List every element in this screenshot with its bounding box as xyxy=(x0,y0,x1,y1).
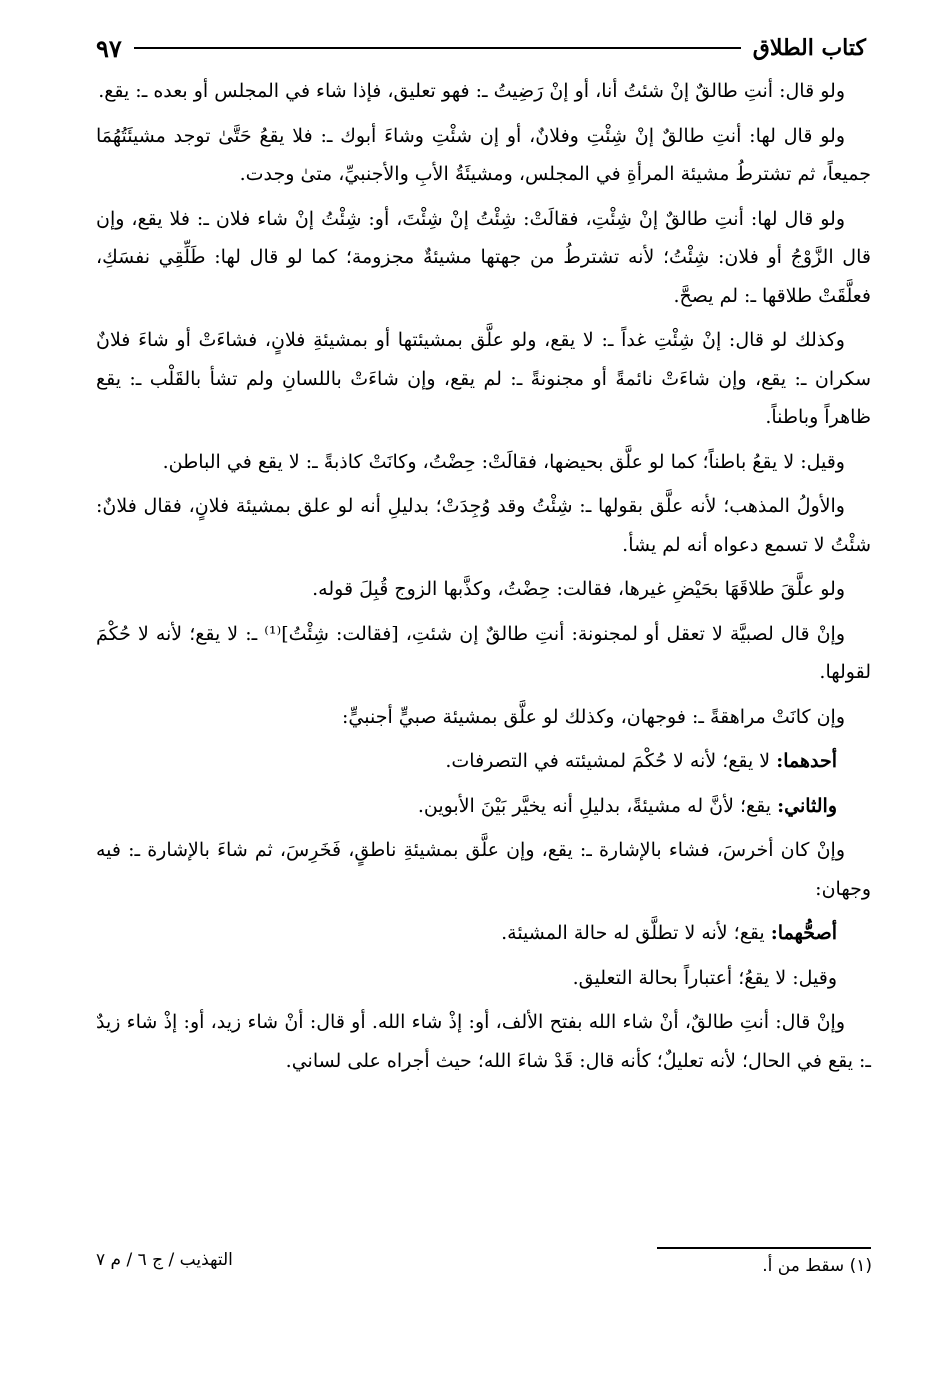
page-header xyxy=(96,28,866,68)
footnote-rule xyxy=(657,1247,871,1249)
opinion-text: لا يقع؛ لأنه لا حُكْمَ لمشيئته في التصرفات. xyxy=(445,750,777,772)
paragraph: ولو قال لها: أنتِ طالقٌ إنْ شِئْتِ، فقالَتْ: شِئْتُ إنْ شِئْتَ، أو: شِئْتُ إنْ شاء فلان ـ: فلا يقع، وإن قال الزَّوْجُ أو فلان: شِئْتُ؛ لأنه تشترطُ من جهتها مشيئةٌ مجزومة؛ كما لو قال لها: طَلِّقِي نفسَكِ، فعلَّقَتْ طلاقها ـ: لم يصحَّ. xyxy=(96,207,871,307)
paragraph: ولو قال: أنتِ طالقٌ إنْ شئتُ أنا، أو إنْ رَضِيتُ ـ: فهو تعليق، فإذا شاء في المجلس أو بعده ـ: يقع. xyxy=(98,80,845,102)
page-number: ٩٧ xyxy=(96,33,122,63)
signature-mark: التهذيب / ج ٦ / م ٧ xyxy=(96,1250,233,1270)
paragraph: وقيل: لا يقعُ باطناً؛ كما لو علَّق بحيضها، فقالَتْ: حِضْتُ، وكانَتْ كاذبةً ـ: لا يقع في الباطن. xyxy=(162,450,845,473)
paragraph: والأولُ المذهب؛ لأنه علَّق بقولها ـ: شِئْتُ وقد وُجِدَتْ؛ بدليلِ أنه لو علق بمشيئة فلانٍ، فقال فلانٌ: شئْتُ لا تسمع دعواه أنه لم يشأ. xyxy=(96,495,871,556)
opinion-paragraph xyxy=(96,742,871,781)
opinion-label: أحدهما: xyxy=(776,750,837,772)
opinion-text: يقع؛ لأنه لا تطلَّق له حالة المشيئة. xyxy=(501,922,771,944)
opinion-paragraph xyxy=(96,914,871,953)
paragraph: وكذلك لو قال: إنْ شِئْتِ غداً ـ: لا يقع، ولو علَّق بمشيئتها أو بمشيئةِ فلانٍ، فشاءَتْ أو شاءَ فلانٌ سكران ـ: يقع، وإن شاءَتْ نائمةً أو مجنونةً ـ: لم يقع، وإن شاءَتْ باللسانِ ولم تشأ بالقَلْب ـ: يقع ظاهراً وباطناً. xyxy=(96,329,871,428)
page-body xyxy=(96,72,871,1086)
paragraph: وإنْ كان أخرسَ، فشاء بالإشارة ـ: يقع، وإن علَّق بمشيئةِ ناطقٍ، فَخَرِسَ، ثم شاءَ بالإشارة ـ: فيه وجهان: xyxy=(96,839,871,900)
running-title: كتاب الطلاق xyxy=(752,35,866,61)
opinion-text: يقع؛ لأنَّ له مشيئةً، بدليلِ أنه يخيَّر بَيْنَ الأبوين. xyxy=(417,794,778,817)
paragraph: وقيل: لا يقعُ؛ أعتباراً بحالة التعليق. xyxy=(572,966,837,989)
paragraph: ولو علَّقَ طلاقَهَا بحَيْضِ غيرها، فقالت: حِضْتُ، وكذَّبها الزوج قُبِلَ قوله. xyxy=(312,578,845,600)
opinion-label: أصحُّهما: xyxy=(770,922,837,944)
footnote: (١) سقط من أ. xyxy=(762,1256,872,1276)
paragraph: وإنْ قال لصبيَّة لا تعقل أو لمجنونة: أنتِ طالقٌ إن شئتِ، [فقالت: شِئْتُ]⁽¹⁾ ـ: لا يقع؛ لأنه لا حُكْمَ لقولها. xyxy=(96,622,871,683)
paragraph: ولو قال لها: أنتِ طالقٌ إنْ شِئْتِ وفلانٌ، أو إن شئْتِ وشاءَ أبوك ـ: فلا يقعُ حَتَّىٰ توجد مشيئَتُهُمَا جميعاً، ثم تشترطُ مشيئة المرأةِ في المجلس، ومشيئَةُ الأبِ والأجنبيِّ، متىٰ وجدت. xyxy=(96,124,871,185)
opinion-paragraph xyxy=(96,787,871,826)
paragraph: وإن كانَتْ مراهقةً ـ: فوجهان، وكذلك لو علَّق بمشيئة صبيٍّ أجنبيٍّ: xyxy=(342,705,845,728)
paragraph: وإنْ قال: أنتِ طالقٌ، أنْ شاء الله بفتح الألف، أو: إذْ شاء الله. أو قال: أنْ شاء زيد، أو: إذْ شاء زيدٌ ـ: يقع في الحال؛ لأنه تعليلٌ؛ كأنه قال: قَدْ شاءَ الله؛ حيث أجراه على لساني. xyxy=(96,1011,871,1072)
opinion-label: والثاني: xyxy=(777,794,837,817)
header-rule xyxy=(134,47,741,49)
